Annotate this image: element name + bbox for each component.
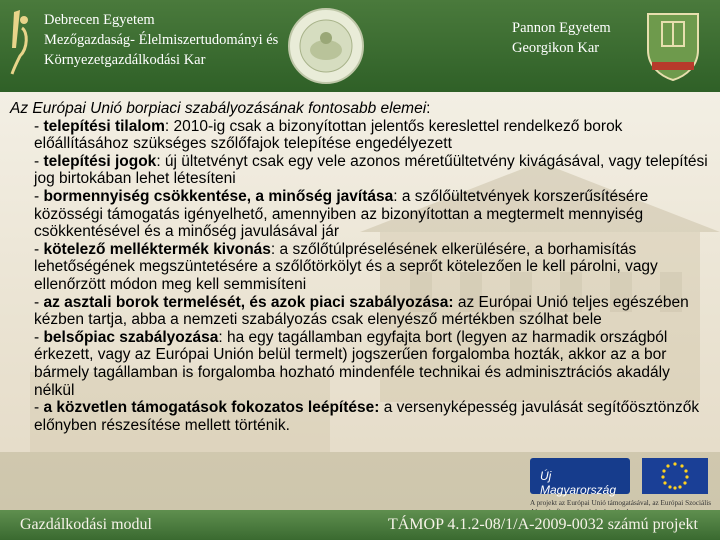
university-crest-icon	[642, 8, 704, 82]
header-right-line: Pannon Egyetem	[512, 20, 611, 36]
list-item	[10, 329, 712, 399]
item-term: az asztali borok termelését, és azok piaci szabályozása:	[43, 293, 454, 311]
list-item	[10, 294, 712, 329]
item-text: a versenyképesség javulását segítőösztönzők előnyben részesítése mellett történik.	[34, 399, 700, 434]
eu-funding-block	[530, 458, 712, 518]
university-seal-icon	[286, 6, 366, 86]
footer-project-id: TÁMOP 4.1.2-08/1/A-2009-0032 számú projekt	[387, 516, 698, 533]
eu-funding-note: A projekt az Európai Unió támogatásával, az Európai Szociális	[530, 499, 712, 507]
item-dash: -	[34, 399, 44, 417]
footer-module-name: Gazdálkodási modul	[20, 516, 152, 533]
item-dash: -	[34, 328, 44, 346]
item-term: a közvetlen támogatások fokozatos leépítése:	[43, 399, 380, 417]
list-item	[10, 188, 712, 241]
item-text: : a szőlőtúlpréselésének elkerülésére, a borhamisítás lehetőségének megszüntetésére a szőlőtörkölyt és a seprőt kötelezően le kell párolni, vagy ellenőrzött módon meg kell semmisíteni	[34, 240, 658, 293]
eu-flag-icon	[642, 458, 708, 494]
heading-text: Az Európai Unió borpiaci szabályozásának fontosabb elemei	[10, 100, 427, 117]
item-term: bormennyiség csökkentése, a minőség javítása	[43, 187, 394, 205]
item-dash: -	[34, 152, 44, 170]
item-dash: -	[34, 187, 44, 205]
item-text: : ha egy tagállamban egyfajta bort (legyen az harmadik országból érkezett, vagy az Európai Unión belül termelt) jogszerűen forgalomba hozták, akkor az a bor bármely tagállamban is forgalomba hozható mindenféle technikai és adminisztrációs akadály nélkül	[34, 328, 670, 399]
list-item	[10, 118, 712, 153]
header-right-title	[512, 18, 611, 58]
header-left-title	[44, 10, 278, 70]
list-item	[10, 241, 712, 294]
header-left-line: Mezőgazdaság- Élelmiszertudományi és	[44, 32, 279, 48]
item-text: : 2010-ig csak a bizonyítottan jelentős kereslettel rendelkező borok előállításához szükséges szőlőfajok telepítése engedélyezett	[34, 117, 623, 153]
header-left-line: Környezetgazdálkodási Kar	[44, 52, 206, 68]
main-text	[10, 100, 712, 434]
header-right-line: Georgikon Kar	[512, 40, 600, 56]
item-text: : a szőlőültetvények korszerűsítésére közösségi támogatás igényelhető, amennyiben az bizonyítottan a megtermelt mennyiség csökkentésével és a minőség javulásával jár	[34, 187, 649, 241]
item-term: kötelező melléktermék kivonás	[43, 240, 271, 258]
list-item	[10, 153, 712, 188]
uj-magyarorszag-badge	[530, 458, 630, 497]
item-term: telepítési tilalom	[43, 117, 165, 135]
university-logo-icon	[6, 8, 34, 80]
item-dash: -	[34, 117, 44, 135]
item-text: : új ültetvényt csak egy vele azonos méretűültetvény kivágásával, vagy telepítési jog birtokában lehet létesíteni	[34, 152, 708, 188]
footer-bar	[0, 510, 720, 540]
item-text: az Európai Unió teljes egészében kézben tartja, abba a nemzeti szabályozás csak elenyésző mértékben szólhat bele	[34, 293, 689, 329]
item-term: telepítési jogok	[43, 152, 157, 170]
header-banner	[0, 0, 720, 92]
badge-text: Új Magyarország	[540, 469, 617, 497]
heading-colon: :	[426, 100, 431, 117]
item-dash: -	[34, 240, 44, 258]
main-heading	[10, 100, 712, 118]
item-dash: -	[34, 293, 44, 311]
list-item	[10, 399, 712, 434]
item-term: belsőpiac szabályozása	[43, 328, 219, 346]
header-left-line: Debrecen Egyetem	[44, 12, 155, 28]
